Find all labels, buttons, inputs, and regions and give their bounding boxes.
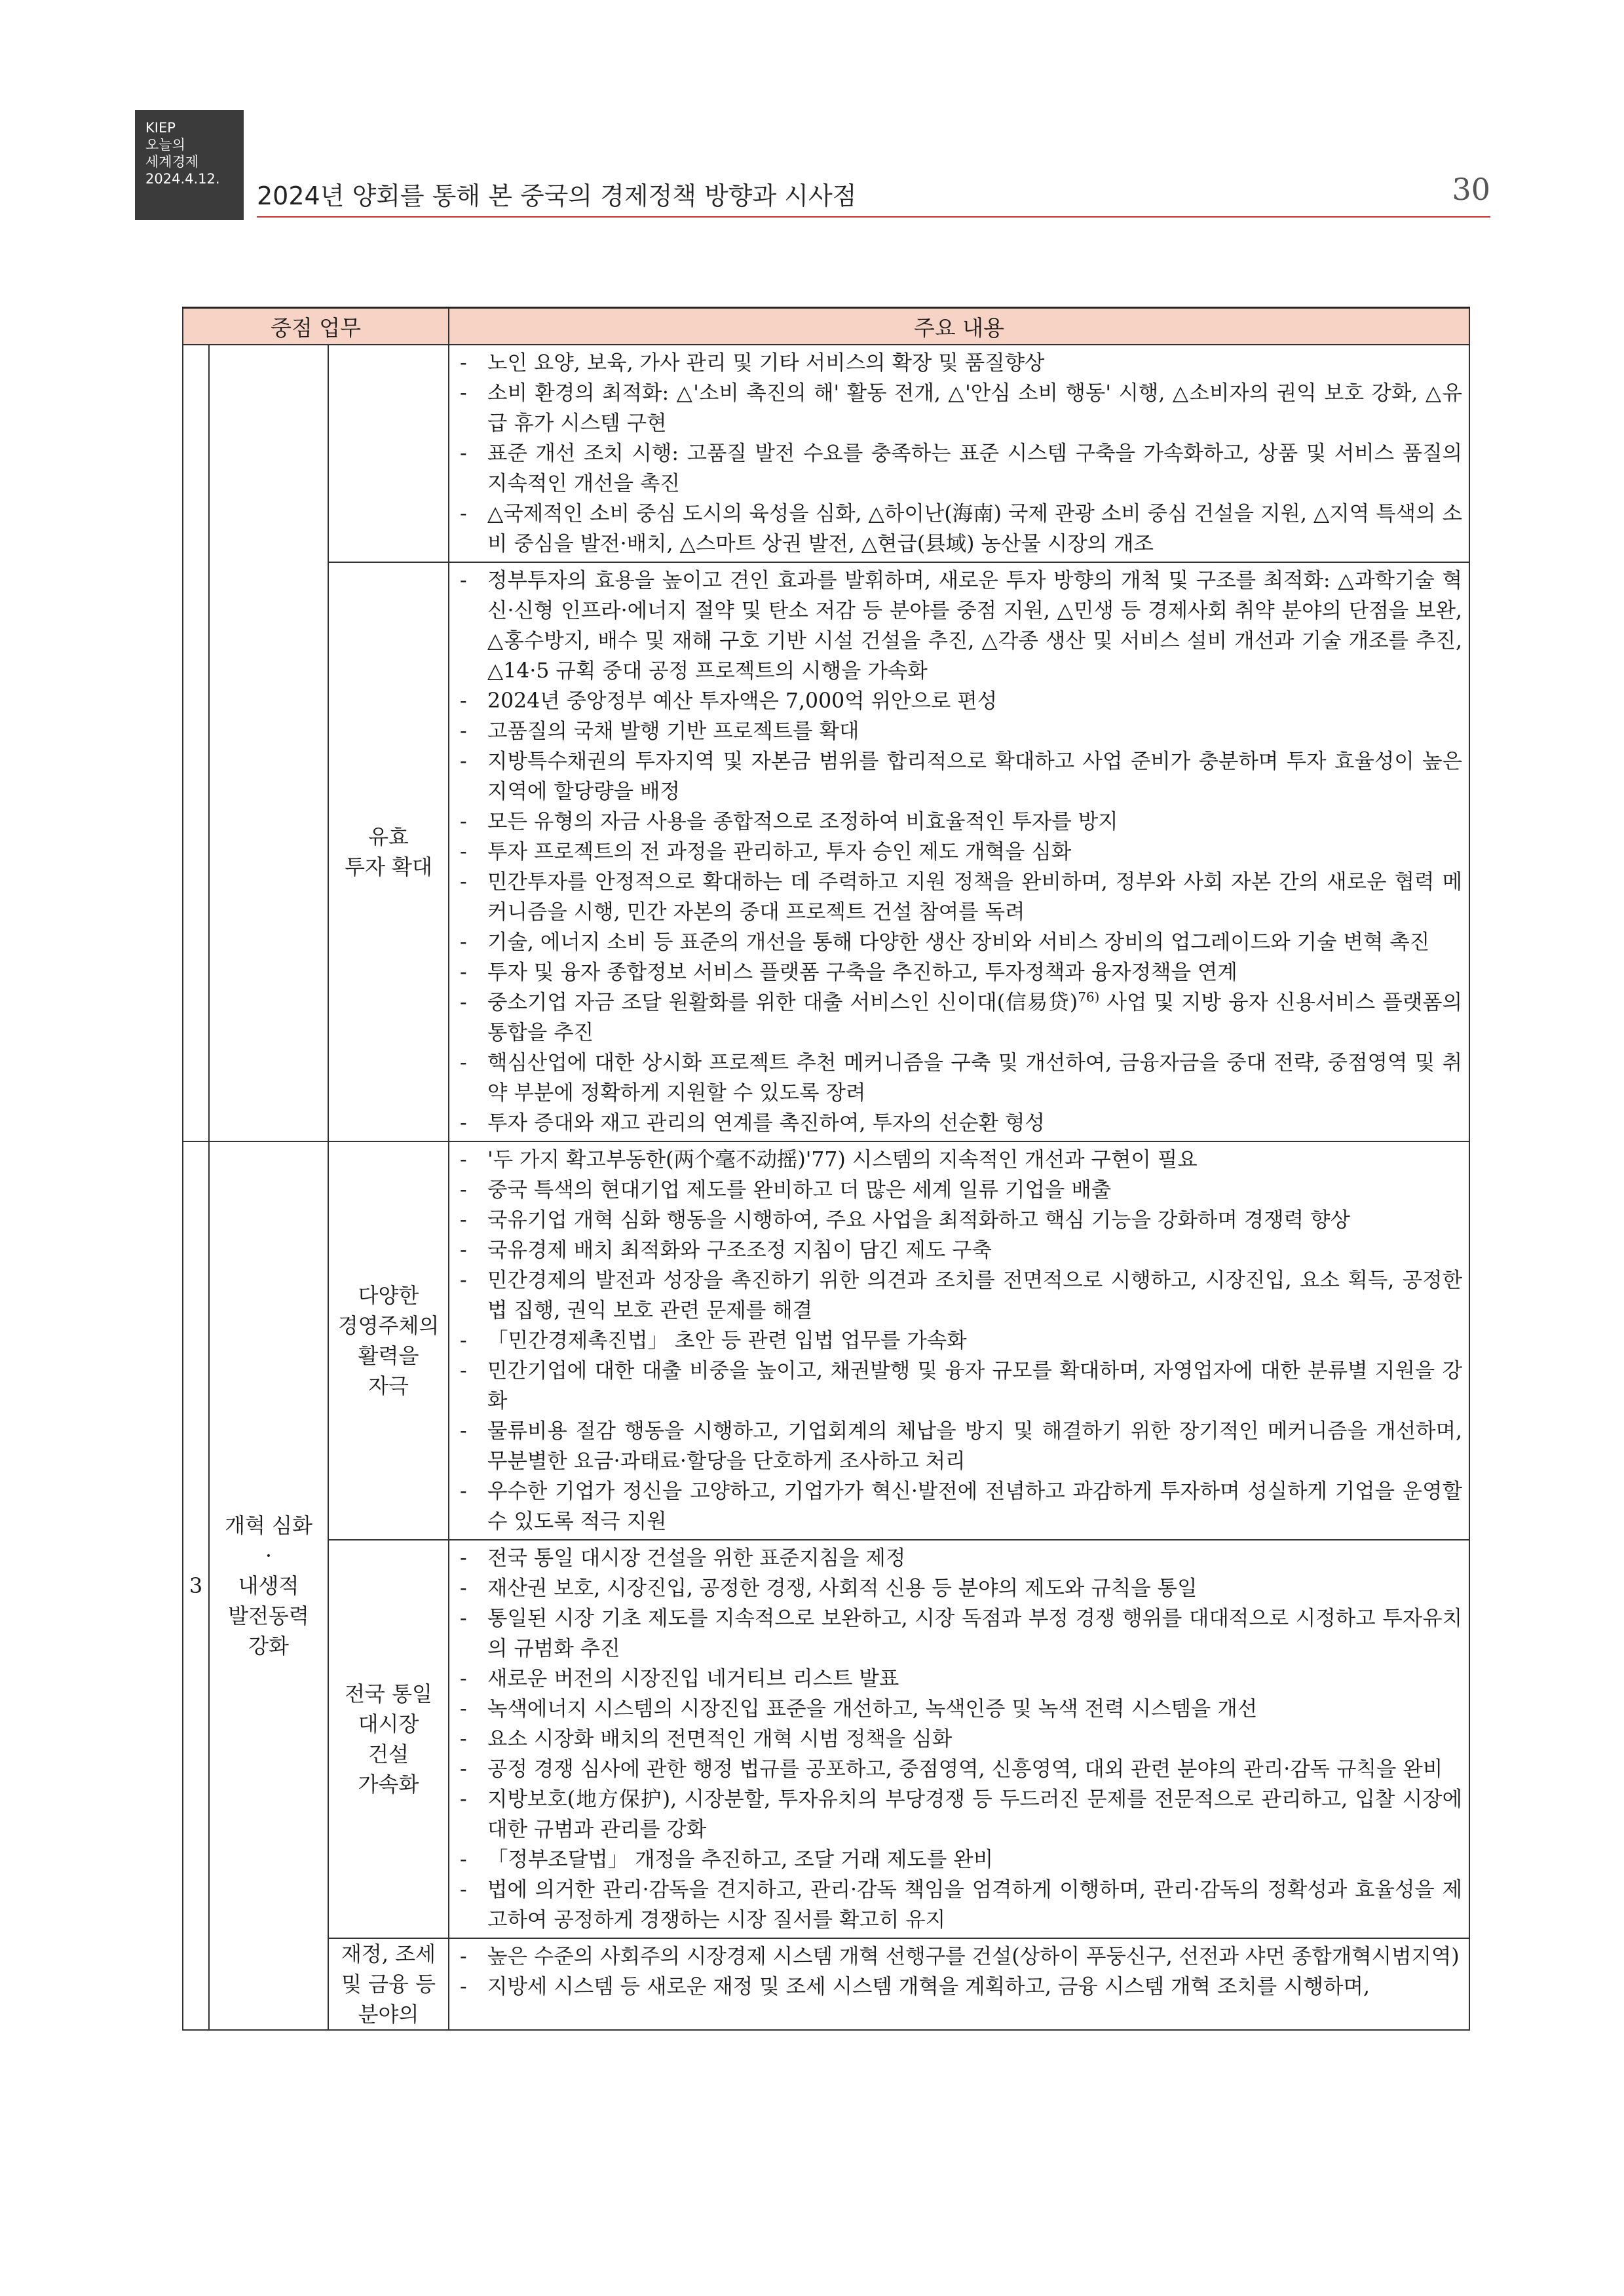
list-item: - 물류비용 절감 행동을 시행하고, 기업회계의 체납을 방지 및 해결하기 위한 장기적인 메커니즘을 개선하며, 무분별한 요금·과태료·할당을 단호하게 조사하고 처리 bbox=[457, 1416, 1462, 1476]
list-item: - 투자 및 융자 종합정보 서비스 플랫폼 구축을 추진하고, 투자정책과 융자정책을 연계 bbox=[457, 957, 1462, 987]
table-row bbox=[183, 1938, 1469, 2030]
list-item: - 높은 수준의 사회주의 시장경제 시스템 개혁 선행구를 건설(상하이 푸둥신구, 선전과 샤먼 종합개혁시범지역) bbox=[457, 1942, 1462, 1972]
list-item: - 「민간경제촉진법」 초안 등 관련 입법 업무를 가속화 bbox=[457, 1326, 1462, 1356]
list-item: - 전국 통일 대시장 건설을 위한 표준지침을 제정 bbox=[457, 1543, 1462, 1573]
category-name: 개혁 심화 · 내생적 발전동력 강화 bbox=[209, 1141, 328, 2030]
list-item: - 민간경제의 발전과 성장을 촉진하기 위한 의견과 조치를 전면적으로 시행하고, 시장진입, 요소 획득, 공정한 법 집행, 권익 보호 관련 문제를 해결 bbox=[457, 1265, 1462, 1326]
category-cell-empty bbox=[209, 345, 328, 1141]
publication-badge bbox=[135, 110, 244, 220]
section-content bbox=[449, 1141, 1469, 1540]
page-number: 30 bbox=[1452, 172, 1490, 207]
section-name: 유효 투자 확대 bbox=[328, 562, 449, 1141]
document-title: 2024년 양회를 통해 본 중국의 경제정책 방향과 시사점 bbox=[257, 182, 857, 210]
list-item: - 지방세 시스템 등 새로운 재정 및 조세 시스템 개혁을 계획하고, 금융 시스템 개혁 조치를 시행하며, bbox=[457, 1972, 1462, 2002]
badge-line: 2024.4.12. bbox=[145, 171, 220, 187]
list-item: - 모든 유형의 자금 사용을 종합적으로 조정하여 비효율적인 투자를 방지 bbox=[457, 807, 1462, 837]
list-item: - 국유기업 개혁 심화 행동을 시행하여, 주요 사업을 최적화하고 핵심 기능을 강화하며 경쟁력 향상 bbox=[457, 1205, 1462, 1235]
list-item: - 요소 시장화 배치의 전면적인 개혁 시범 정책을 심화 bbox=[457, 1724, 1462, 1754]
list-item: - 정부투자의 효용을 높이고 견인 효과를 발휘하며, 새로운 투자 방향의 개척 및 구조를 최적화: △과학기술 혁신·신형 인프라·에너지 절약 및 탄소 저감 등 분야를 중점 지원, △민생 등 경제사회 취약 분야의 단점을 보완, △홍수방지, 배수 및 재해 구호 기반 시설 건설을 추진, △각종 생산 및 서비스 설비 개선과 기술 개조를 추진, △14·5 규획 중대 공정 프로젝트의 시행을 가속화 bbox=[457, 565, 1462, 686]
list-item: - 노인 요양, 보육, 가사 관리 및 기타 서비스의 확장 및 품질향상 bbox=[457, 348, 1462, 378]
list-item: - 법에 의거한 관리·감독을 견지하고, 관리·감독 책임을 엄격하게 이행하며, 관리·감독의 정확성과 효율성을 제고하여 공정하게 경쟁하는 시장 질서를 확고히 유지 bbox=[457, 1875, 1462, 1935]
table-header-row bbox=[183, 308, 1469, 345]
section-name: 재정, 조세 및 금융 등 분야의 bbox=[328, 1938, 449, 2030]
badge-line: 오늘의 bbox=[145, 137, 185, 153]
list-item: - 고품질의 국채 발행 기반 프로젝트를 확대 bbox=[457, 716, 1462, 746]
item-list bbox=[457, 1145, 1462, 1537]
list-item: - 「정부조달법」 개정을 추진하고, 조달 거래 제도를 완비 bbox=[457, 1845, 1462, 1875]
row-number: 3 bbox=[183, 1141, 209, 2030]
item-list bbox=[457, 565, 1462, 1138]
list-item: - 민간투자를 안정적으로 확대하는 데 주력하고 지원 정책을 완비하며, 정부와 사회 자본 간의 새로운 협력 메커니즘을 시행, 민간 자본의 중대 프로젝트 건설 참여를 독려 bbox=[457, 867, 1462, 927]
header-main-content: 주요 내용 bbox=[449, 308, 1469, 345]
section-content bbox=[449, 1938, 1469, 2030]
section-name: 다양한 경영주체의 활력을 자극 bbox=[328, 1141, 449, 1540]
item-list bbox=[457, 1543, 1462, 1935]
row-number-cell-empty bbox=[183, 345, 209, 1141]
list-item: - 재산권 보호, 시장진입, 공정한 경쟁, 사회적 신용 등 분야의 제도와 규칙을 통일 bbox=[457, 1573, 1462, 1603]
list-item: - 지방보호(地方保护), 시장분할, 투자유치의 부당경쟁 등 두드러진 문제를 전문적으로 관리하고, 입찰 시장에 대한 규범과 관리를 강화 bbox=[457, 1784, 1462, 1845]
header-divider bbox=[257, 216, 1490, 218]
policy-table bbox=[182, 307, 1470, 2031]
list-item: - 중국 특색의 현대기업 제도를 완비하고 더 많은 세계 일류 기업을 배출 bbox=[457, 1175, 1462, 1205]
list-item: - 민간기업에 대한 대출 비중을 높이고, 채권발행 및 융자 규모를 확대하며, 자영업자에 대한 분류별 지원을 강화 bbox=[457, 1356, 1462, 1416]
list-item: - 기술, 에너지 소비 등 표준의 개선을 통해 다양한 생산 장비와 서비스 장비의 업그레이드와 기술 변혁 촉진 bbox=[457, 927, 1462, 957]
list-item: - 새로운 버전의 시장진입 네거티브 리스트 발표 bbox=[457, 1664, 1462, 1694]
section-name bbox=[328, 345, 449, 562]
badge-line: 세계경제 bbox=[145, 154, 199, 170]
list-item: - 투자 프로젝트의 전 과정을 관리하고, 투자 승인 제도 개혁을 심화 bbox=[457, 837, 1462, 867]
list-item: - 투자 증대와 재고 관리의 연계를 촉진하여, 투자의 선순환 형성 bbox=[457, 1108, 1462, 1138]
header-key-tasks: 중점 업무 bbox=[183, 308, 449, 345]
section-content bbox=[449, 562, 1469, 1141]
item-list bbox=[457, 1942, 1462, 2002]
item-list bbox=[457, 348, 1462, 559]
table-row bbox=[183, 345, 1469, 562]
list-item: - 국유경제 배치 최적화와 구조조정 지침이 담긴 제도 구축 bbox=[457, 1235, 1462, 1265]
list-item: - 핵심산업에 대한 상시화 프로젝트 추천 메커니즘을 구축 및 개선하여, 금융자금을 중대 전략, 중점영역 및 취약 부분에 정확하게 지원할 수 있도록 장려 bbox=[457, 1048, 1462, 1108]
table-row bbox=[183, 1141, 1469, 1540]
list-item: - 표준 개선 조치 시행: 고품질 발전 수요를 충족하는 표준 시스템 구축을 가속화하고, 상품 및 서비스 품질의 지속적인 개선을 촉진 bbox=[457, 438, 1462, 499]
section-content bbox=[449, 345, 1469, 562]
badge-line: KIEP bbox=[145, 120, 176, 136]
list-item: - 녹색에너지 시스템의 시장진입 표준을 개선하고, 녹색인증 및 녹색 전력 시스템을 개선 bbox=[457, 1694, 1462, 1724]
list-item: - 우수한 기업가 정신을 고양하고, 기업가가 혁신·발전에 전념하고 과감하게 투자하며 성실하게 기업을 운영할 수 있도록 적극 지원 bbox=[457, 1476, 1462, 1537]
section-name: 전국 통일 대시장 건설 가속화 bbox=[328, 1540, 449, 1938]
list-item: - 통일된 시장 기초 제도를 지속적으로 보완하고, 시장 독점과 부정 경쟁 행위를 대대적으로 시정하고 투자유치의 규범화 추진 bbox=[457, 1603, 1462, 1664]
list-item: - △국제적인 소비 중심 도시의 육성을 심화, △하이난(海南) 국제 관광 소비 중심 건설을 지원, △지역 특색의 소비 중심을 발전·배치, △스마트 상권 발전, △현급(县域) 농산물 시장의 개조 bbox=[457, 499, 1462, 559]
table-row bbox=[183, 562, 1469, 1141]
table-row bbox=[183, 1540, 1469, 1938]
list-item: - 중소기업 자금 조달 원활화를 위한 대출 서비스인 신이대(信易贷)$^{76)}$ 사업 및 지방 융자 신용서비스 플랫폼의 통합을 추진 bbox=[457, 987, 1462, 1048]
list-item: - 2024년 중앙정부 예산 투자액은 7,000억 위안으로 편성 bbox=[457, 686, 1462, 716]
list-item: - 지방특수채권의 투자지역 및 자본금 범위를 합리적으로 확대하고 사업 준비가 충분하며 투자 효율성이 높은 지역에 할당량을 배정 bbox=[457, 746, 1462, 807]
list-item: - 공정 경쟁 심사에 관한 행정 법규를 공포하고, 중점영역, 신흥영역, 대외 관련 분야의 관리·감독 규칙을 완비 bbox=[457, 1754, 1462, 1784]
list-item: - '두 가지 확고부동한(两个毫不动摇)'77) 시스템의 지속적인 개선과 구현이 필요 bbox=[457, 1145, 1462, 1175]
section-content bbox=[449, 1540, 1469, 1938]
list-item: - 소비 환경의 최적화: △'소비 촉진의 해' 활동 전개, △'안심 소비 행동' 시행, △소비자의 권익 보호 강화, △유급 휴가 시스템 구현 bbox=[457, 378, 1462, 438]
